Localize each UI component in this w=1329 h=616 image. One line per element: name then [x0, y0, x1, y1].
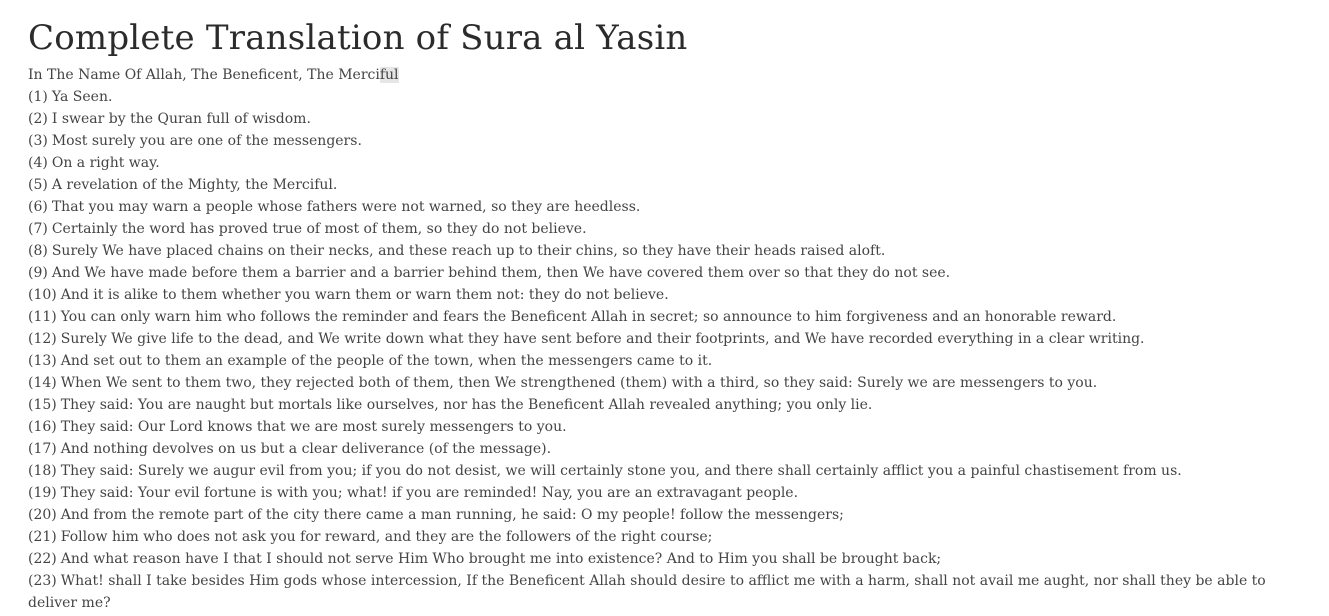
verse-line — [28, 218, 1300, 240]
verse-text: When We sent to them two, they rejected both of them, then We strengthened (them) with a third, so they said: Surely we are messengers to you. — [60, 375, 1098, 391]
verse-number: (17) — [28, 441, 57, 457]
page-title: Complete Translation of Sura al Yasin — [28, 18, 688, 58]
verse-number: (10) — [28, 287, 57, 303]
verse-number: (14) — [28, 375, 57, 391]
verse-line — [28, 174, 1300, 196]
verse-number: (4) — [28, 155, 48, 171]
verse-line — [28, 482, 1300, 504]
verse-number: (20) — [28, 507, 57, 523]
verse-number: (6) — [28, 199, 48, 215]
verse-text: And nothing devolves on us but a clear deliverance (of the message). — [60, 441, 552, 457]
verse-text: That you may warn a people whose fathers were not warned, so they are heedless. — [51, 199, 641, 215]
verse-text: Ya Seen. — [51, 89, 113, 105]
verse-number: (16) — [28, 419, 57, 435]
verse-line — [28, 570, 1300, 614]
bismillah-line — [28, 64, 1300, 86]
verse-line — [28, 328, 1300, 350]
verse-line — [28, 196, 1300, 218]
verse-text: You can only warn him who follows the reminder and fears the Beneficent Allah in secret; so announce to him forgiveness and an honorable reward. — [60, 309, 1117, 325]
verse-number: (1) — [28, 89, 48, 105]
verse-line — [28, 394, 1300, 416]
verse-text: Most surely you are one of the messengers. — [51, 133, 362, 149]
verse-text: And it is alike to them whether you warn them or warn them not: they do not believe. — [60, 287, 669, 303]
verse-number: (22) — [28, 551, 57, 567]
verse-line — [28, 108, 1300, 130]
verse-line — [28, 262, 1300, 284]
verse-text: They said: You are naught but mortals like ourselves, nor has the Beneficent Allah revealed anything; you only lie. — [60, 397, 873, 413]
verse-number: (9) — [28, 265, 48, 281]
verse-text: They said: Your evil fortune is with you; what! if you are reminded! Nay, you are an extravagant people. — [60, 485, 799, 501]
verse-number: (13) — [28, 353, 57, 369]
verse-text: And We have made before them a barrier and a barrier behind them, then We have covered them over so that they do not see. — [51, 265, 951, 281]
verse-text: Follow him who does not ask you for reward, and they are the followers of the right course; — [60, 529, 713, 545]
verse-text: And what reason have I that I should not serve Him Who brought me into existence? And to Him you shall be brought back; — [60, 551, 942, 567]
verse-text: Surely We give life to the dead, and We write down what they have sent before and their footprints, and We have recorded everything in a clear writing. — [60, 331, 1145, 347]
verse-text: A revelation of the Mighty, the Merciful. — [51, 177, 338, 193]
verse-number: (5) — [28, 177, 48, 193]
verse-text: They said: Our Lord knows that we are most surely messengers to you. — [60, 419, 567, 435]
verse-line — [28, 152, 1300, 174]
verse-number: (18) — [28, 463, 57, 479]
verse-number: (23) — [28, 573, 57, 589]
text-selection-highlight: ful — [379, 67, 399, 83]
verse-line — [28, 460, 1300, 482]
verse-line — [28, 438, 1300, 460]
document-body — [28, 14, 1300, 614]
verse-line — [28, 130, 1300, 152]
verse-text: I swear by the Quran full of wisdom. — [51, 111, 311, 127]
verse-line — [28, 416, 1300, 438]
verse-text: Surely We have placed chains on their necks, and these reach up to their chins, so they have their heads raised aloft. — [51, 243, 886, 259]
verse-line — [28, 548, 1300, 570]
verse-number: (3) — [28, 133, 48, 149]
verse-line — [28, 306, 1300, 328]
verse-text: They said: Surely we augur evil from you; if you do not desist, we will certainly stone you, and there shall certainly afflict you a painful chastisement from us. — [60, 463, 1182, 479]
verse-text: And set out to them an example of the people of the town, when the messengers came to it. — [60, 353, 713, 369]
verse-number: (12) — [28, 331, 57, 347]
verse-line — [28, 240, 1300, 262]
verse-number: (21) — [28, 529, 57, 545]
verse-list — [28, 86, 1300, 614]
verse-number: (11) — [28, 309, 57, 325]
verse-number: (8) — [28, 243, 48, 259]
bismillah-text: In The Name Of Allah, The Beneficent, The Merci — [28, 67, 380, 83]
verse-line — [28, 504, 1300, 526]
verse-line — [28, 526, 1300, 548]
verse-line — [28, 86, 1300, 108]
verse-line — [28, 350, 1300, 372]
verse-text: And from the remote part of the city there came a man running, he said: O my people! follow the messengers; — [60, 507, 844, 523]
verse-number: (7) — [28, 221, 48, 237]
verse-number: (19) — [28, 485, 57, 501]
verse-number: (2) — [28, 111, 48, 127]
verse-line — [28, 284, 1300, 306]
verse-text: What! shall I take besides Him gods whose intercession, If the Beneficent Allah should desire to afflict me with a harm, shall not avail me aught, nor shall they be able to deliver me? — [28, 573, 1266, 611]
verse-line — [28, 372, 1300, 394]
verse-text: Certainly the word has proved true of most of them, so they do not believe. — [51, 221, 587, 237]
verse-text: On a right way. — [51, 155, 160, 171]
verse-number: (15) — [28, 397, 57, 413]
